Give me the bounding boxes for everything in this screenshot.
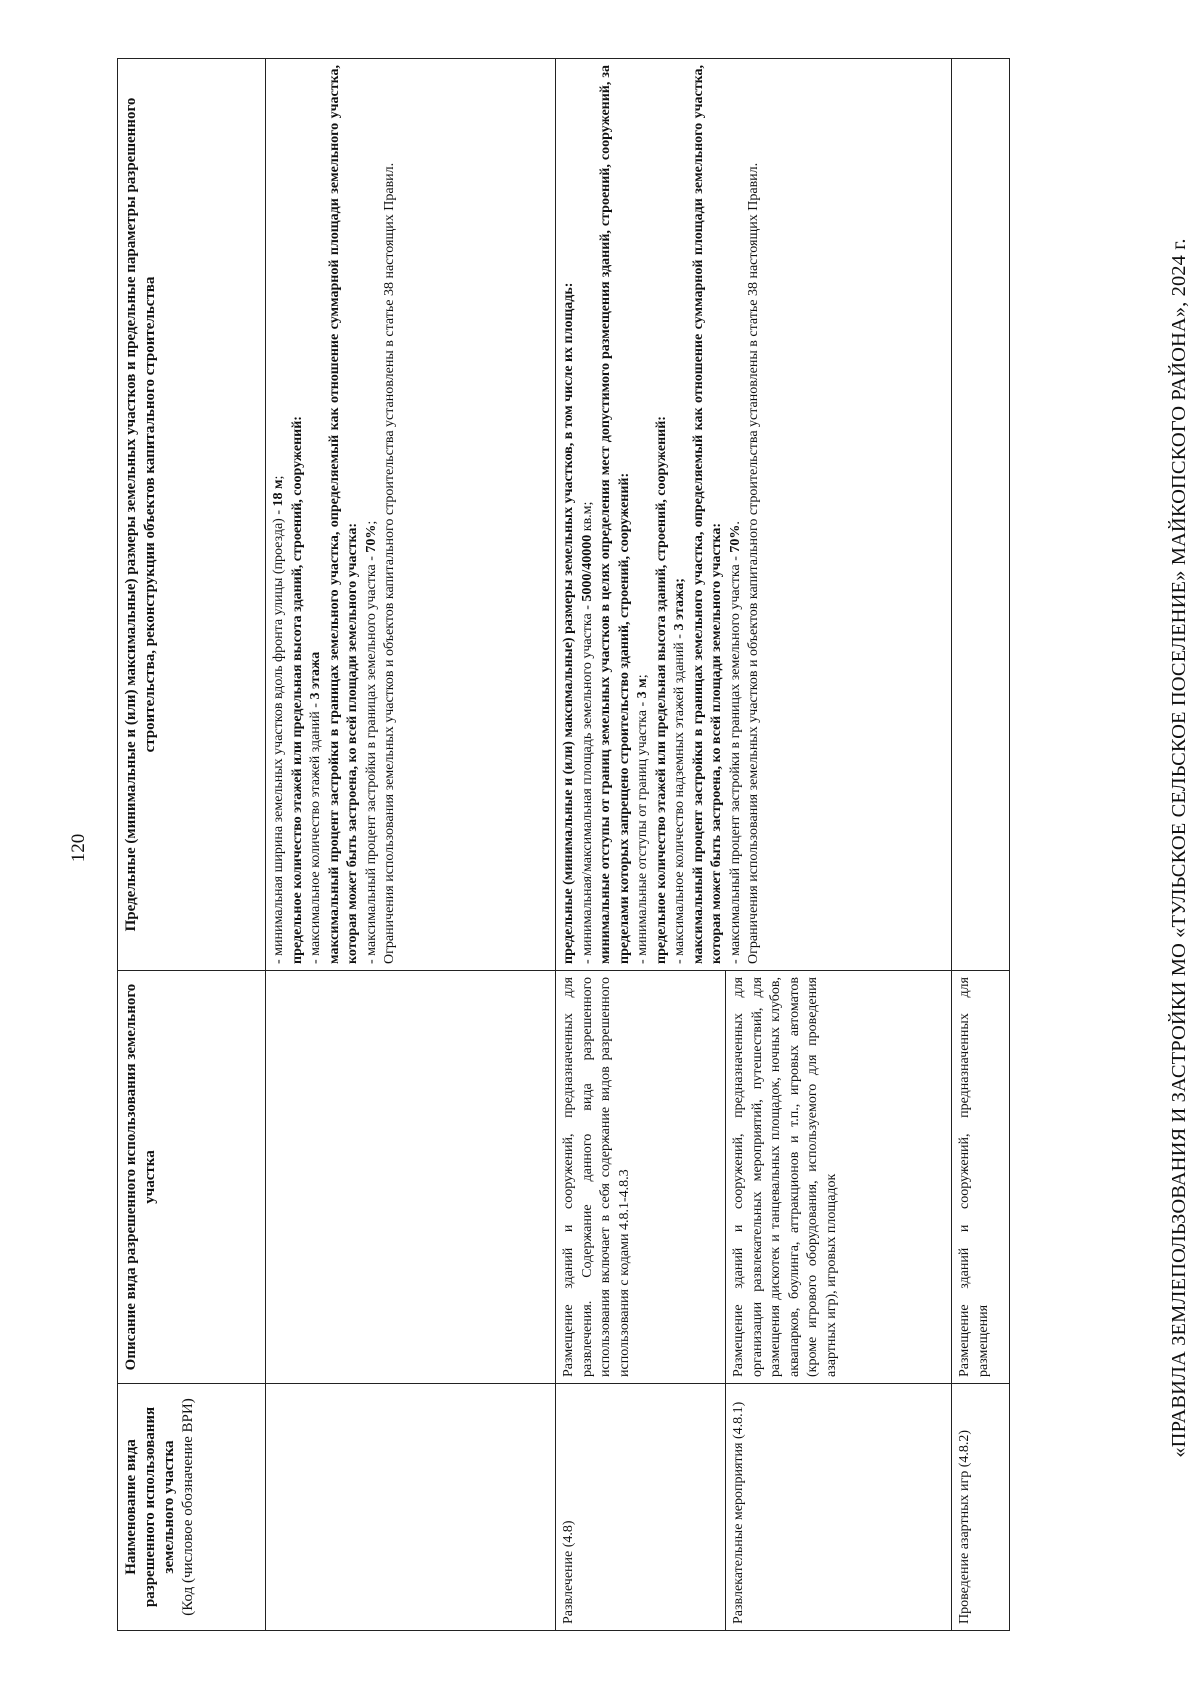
row-name — [266, 1384, 556, 1631]
parameter-text: максимальный процент застройки в границах земельного участка, определяемый как отношение суммарной площади земельного участка, которая может быть застроена, ко всей площади земельного участка: — [326, 65, 360, 964]
parameter-line — [579, 65, 598, 964]
table-row — [952, 59, 1010, 1631]
parameter-text: - максимальный процент застройки в границах земельного участка - — [363, 552, 379, 964]
header-name-sub: (Код (числовое обозначение ВРИ) — [180, 1398, 196, 1616]
row-description: Размещение зданий и сооружений, предназначенных для размещения — [952, 971, 1010, 1384]
parameter-line — [745, 65, 764, 964]
header-name-main: Наименование вида разрешенного использования земельного участка — [123, 1406, 177, 1608]
row-description — [266, 971, 556, 1384]
parameter-line — [363, 65, 382, 964]
parameter-tail: кв.м; — [579, 501, 595, 535]
parameter-line — [634, 65, 653, 964]
parameter-line — [381, 65, 400, 964]
table-row — [266, 59, 556, 1631]
parameter-text: предельное количество этажей или предельная высота зданий, строений, сооружений: — [653, 416, 669, 964]
parameter-line — [653, 65, 672, 964]
parameter-line — [727, 65, 746, 964]
parameter-tail: ; — [271, 475, 286, 480]
header-parameters: Предельные (минимальные и (или) максимальные) размеры земельных участков и предельные параметры разрешенного строительства, реконструкции объектов капитального строительства — [118, 59, 266, 971]
document-footer: «ПРАВИЛА ЗЕМЛЕПОЛЬЗОВАНИЯ И ЗАСТРОЙКИ МО «ТУЛЬСКОЕ СЕЛЬСКОЕ ПОСЕЛЕНИЕ» МАЙКОПСКОГО РАЙОНА», 2024 г. — [1168, 238, 1190, 1458]
parameter-text: - максимальное количество этажей зданий - — [308, 699, 323, 964]
parameter-tail: ; — [635, 674, 650, 679]
row-description: Размещение зданий и сооружений, предназначенных для организации развлекательных мероприятий, путешествий, для размещения дискотек и танцевальных площадок, ночных клубов, аквапарков, боулинга, аттракционов и т.п., игровых автоматов (кроме игрового оборудования, используемого для проведения азартных игр), игровых площадок — [726, 971, 952, 1384]
table-row — [556, 59, 726, 1631]
parameter-text: - максимальное количество надземных этажей зданий - — [672, 630, 687, 964]
table-header-row — [118, 59, 266, 1631]
parameter-text: Ограничения использования земельных участков и объектов капитального строительства установлены в статье 38 настоящих Правил. — [382, 162, 397, 964]
page-number: 120 — [68, 833, 89, 863]
parameter-line — [307, 65, 326, 964]
parameter-value: 18 м — [271, 479, 286, 507]
parameter-text: Ограничения использования земельных участков и объектов капитального строительства установлены в статье 38 настоящих Правил. — [746, 162, 761, 964]
parameter-line — [326, 65, 363, 964]
header-description: Описание вида разрешенного использования земельного участка — [118, 971, 266, 1384]
parameter-line — [289, 65, 308, 964]
parameter-value: 3 этажа — [308, 651, 323, 700]
row-name: Развлекательные мероприятия (4.8.1) — [726, 1384, 952, 1631]
parameter-value: 70% — [727, 524, 743, 553]
parameter-value: 5000/40000 — [579, 534, 595, 602]
parameter-text: - минимальная/максимальная площадь земельного участка - — [579, 601, 595, 964]
parameter-text: максимальный процент застройки в границах земельного участка, определяемый как отношение суммарной площади земельного участка, которая может быть застроена, ко всей площади земельного участка: — [690, 65, 724, 964]
parameter-line — [560, 65, 579, 964]
parameter-text: минимальные отступы от границ земельных участков в целях определения мест допустимого размещения зданий, строений, сооружений, за пределами которых запрещено строительство зданий, строений, сооружений: — [598, 65, 632, 964]
parameter-text: предельное количество этажей или предельная высота зданий, строений, сооружений: — [289, 416, 305, 964]
parameter-text: предельные (минимальные и (или) максимальные) размеры земельных участков, в том числе их площадь: — [561, 282, 576, 964]
parameter-text: - минимальные отступы от границ участка - — [635, 698, 650, 964]
parameter-line — [270, 65, 289, 964]
parameter-value: 3 этажа; — [672, 578, 687, 631]
parameter-line — [690, 65, 727, 964]
parameter-tail: ; — [363, 520, 379, 525]
row-name: Проведение азартных игр (4.8.2) — [952, 1384, 1010, 1631]
zoning-table — [117, 58, 1010, 1631]
parameter-value: 3 м — [635, 678, 650, 699]
parameter-text: - максимальный процент застройки в границах земельного участка - — [727, 552, 743, 964]
row-parameters — [266, 59, 556, 971]
row-parameters — [556, 59, 952, 971]
parameter-line — [597, 65, 634, 964]
row-parameters-empty — [952, 59, 1010, 971]
parameter-value: 70% — [363, 524, 379, 553]
row-description: Размещение зданий и сооружений, предназначенных для развлечения. Содержание данного вида разрешенного использования включает в себя содержание видов разрешенного использования с кодами 4.8.1-4.8.3 — [556, 971, 726, 1384]
row-name: Развлечение (4.8) — [556, 1384, 726, 1631]
parameter-line — [671, 65, 690, 964]
parameter-tail: . — [727, 521, 743, 525]
header-name — [118, 1384, 266, 1631]
parameter-text: - минимальная ширина земельных участков вдоль фронта улицы (проезда) - — [271, 506, 286, 964]
